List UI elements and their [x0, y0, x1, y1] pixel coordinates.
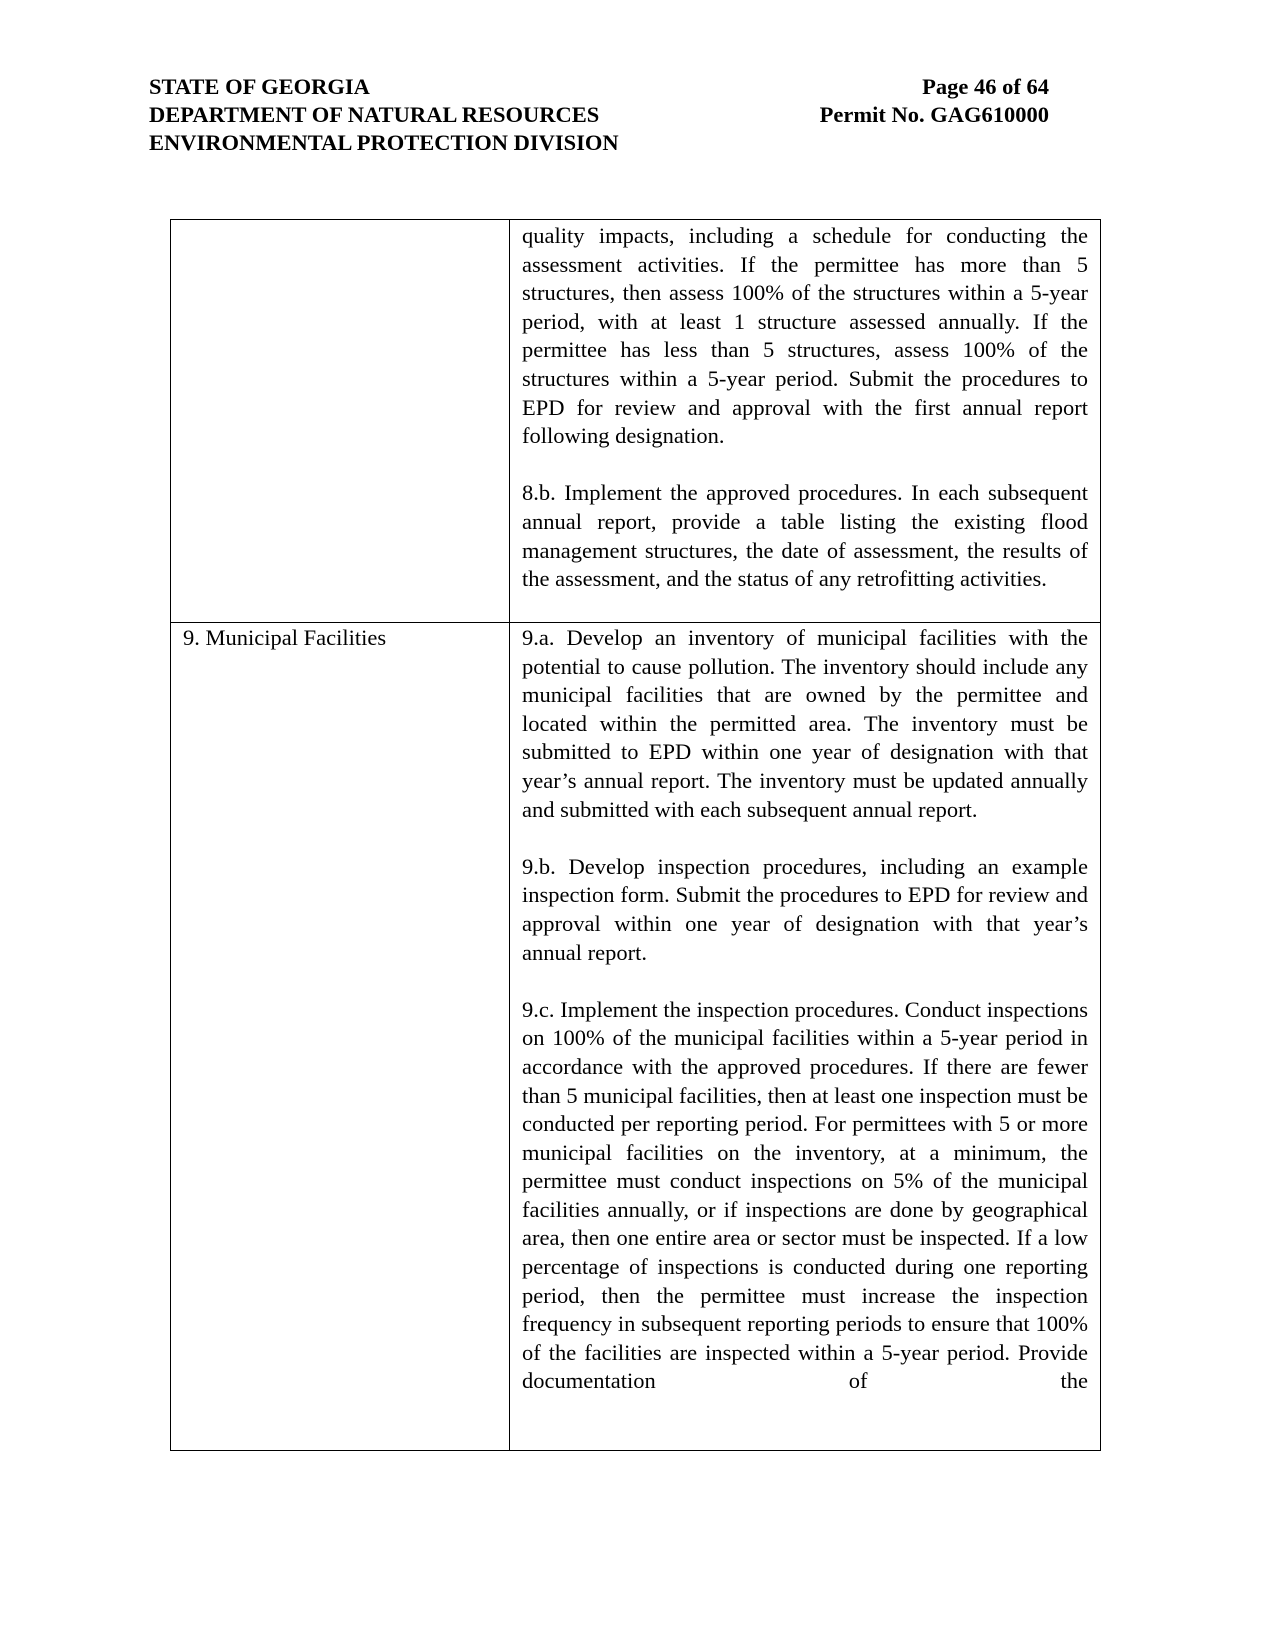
agency-block [149, 73, 749, 157]
row-label: 9. Municipal Facilities [171, 623, 510, 1451]
permit-block [749, 73, 1049, 129]
permit-requirements-table [170, 219, 1101, 1451]
table-row [171, 623, 1101, 1451]
row-requirements [510, 623, 1101, 1451]
agency-division: ENVIRONMENTAL PROTECTION DIVISION [149, 130, 619, 155]
requirement-paragraph: 9.c. Implement the inspection procedures. Conduct inspections on 100% of the municipal facilities within a 5-year period in accordance with the approved procedures. If there are fewer than 5 municipal facilities, then at least one inspection must be conducted per reporting period. For permittees with 5 or more municipal facilities on the inventory, at a minimum, the permittee must conduct inspections on 5% of the municipal facilities annually, or if inspections are done by geographical area, then one entire area or sector must be inspected. If a low percentage of inspections is conducted during one reporting period, then the permittee must increase the inspection frequency in subsequent reporting periods to ensure that 100% of the facilities are inspected within a 5-year period. Provide documentation of the [522, 996, 1088, 1394]
requirement-paragraph: 8.b. Implement the approved procedures. In each subsequent annual report, provide a table listing the existing flood management structures, the date of assessment, the results of the assessment, and the status of any retrofitting activities. [522, 480, 1088, 592]
page-number: Page 46 of 64 [922, 74, 1049, 99]
requirement-paragraph: 9.a. Develop an inventory of municipal facilities with the potential to cause pollution. The inventory should include any municipal facilities that are owned by the permittee and located within the permitted area. The inventory must be submitted to EPD within one year of designation with that year’s annual report. The inventory must be updated annually and submitted with each subsequent annual report. [522, 625, 1088, 822]
agency-state: STATE OF GEORGIA [149, 74, 370, 99]
permit-number: Permit No. GAG610000 [819, 102, 1049, 127]
agency-department: DEPARTMENT OF NATURAL RESOURCES [149, 102, 600, 127]
table-row [171, 220, 1101, 623]
requirement-paragraph: quality impacts, including a schedule for conducting the assessment activities. If the permittee has more than 5 structures, then assess 100% of the structures within a 5-year period, with at least 1 structure assessed annually. If the permittee has less than 5 structures, assess 100% of the structures within a 5-year period. Submit the procedures to EPD for review and approval with the first annual report following designation. [522, 223, 1088, 449]
row-requirements [510, 220, 1101, 623]
row-label [171, 220, 510, 623]
requirement-paragraph: 9.b. Develop inspection procedures, including an example inspection form. Submit the procedures to EPD for review and approval within one year of designation with that year’s annual report. [522, 853, 1088, 965]
